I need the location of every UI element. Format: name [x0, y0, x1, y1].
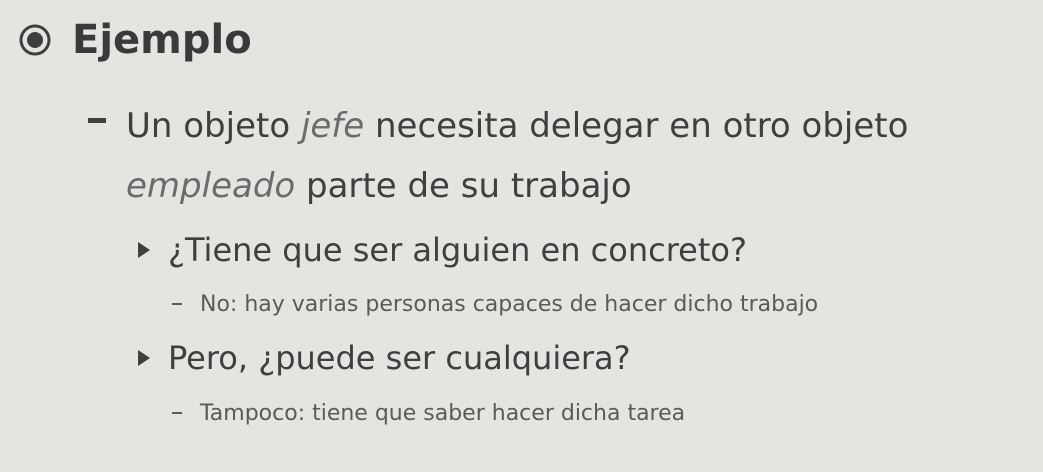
question-text: Pero, ¿puede ser cualquiera? — [168, 339, 631, 377]
answer-item — [172, 289, 818, 319]
heading-title: Ejemplo — [72, 17, 252, 63]
triangle-bullet-icon — [138, 242, 150, 258]
question-text: ¿Tiene que ser alguien en concreto? — [168, 231, 747, 269]
triangle-bullet-icon — [138, 350, 150, 366]
small-dash-bullet-icon — [172, 303, 182, 305]
answer-text: No: hay varias personas capaces de hacer dicho trabajo — [200, 291, 819, 317]
circle-dot-bullet-icon — [18, 23, 52, 57]
main-point-line-2 — [126, 156, 908, 216]
heading-row — [18, 10, 252, 70]
small-dash-bullet-icon — [172, 412, 182, 414]
answer-text: Tampoco: tiene que saber hacer dicha tarea — [200, 400, 686, 426]
question-item — [138, 336, 631, 380]
dash-bullet-icon — [88, 118, 106, 123]
text-part-2: necesita delegar en otro objeto — [364, 106, 909, 146]
text-part-3: parte de su trabajo — [295, 166, 632, 206]
answer-item — [172, 398, 685, 428]
question-item — [138, 228, 747, 272]
text-part-1: Un objeto — [126, 106, 301, 146]
emphasis-empleado: empleado — [126, 166, 296, 206]
main-point-line-1 — [126, 96, 908, 156]
main-point-text — [126, 96, 908, 216]
emphasis-jefe: jefe — [300, 106, 365, 146]
